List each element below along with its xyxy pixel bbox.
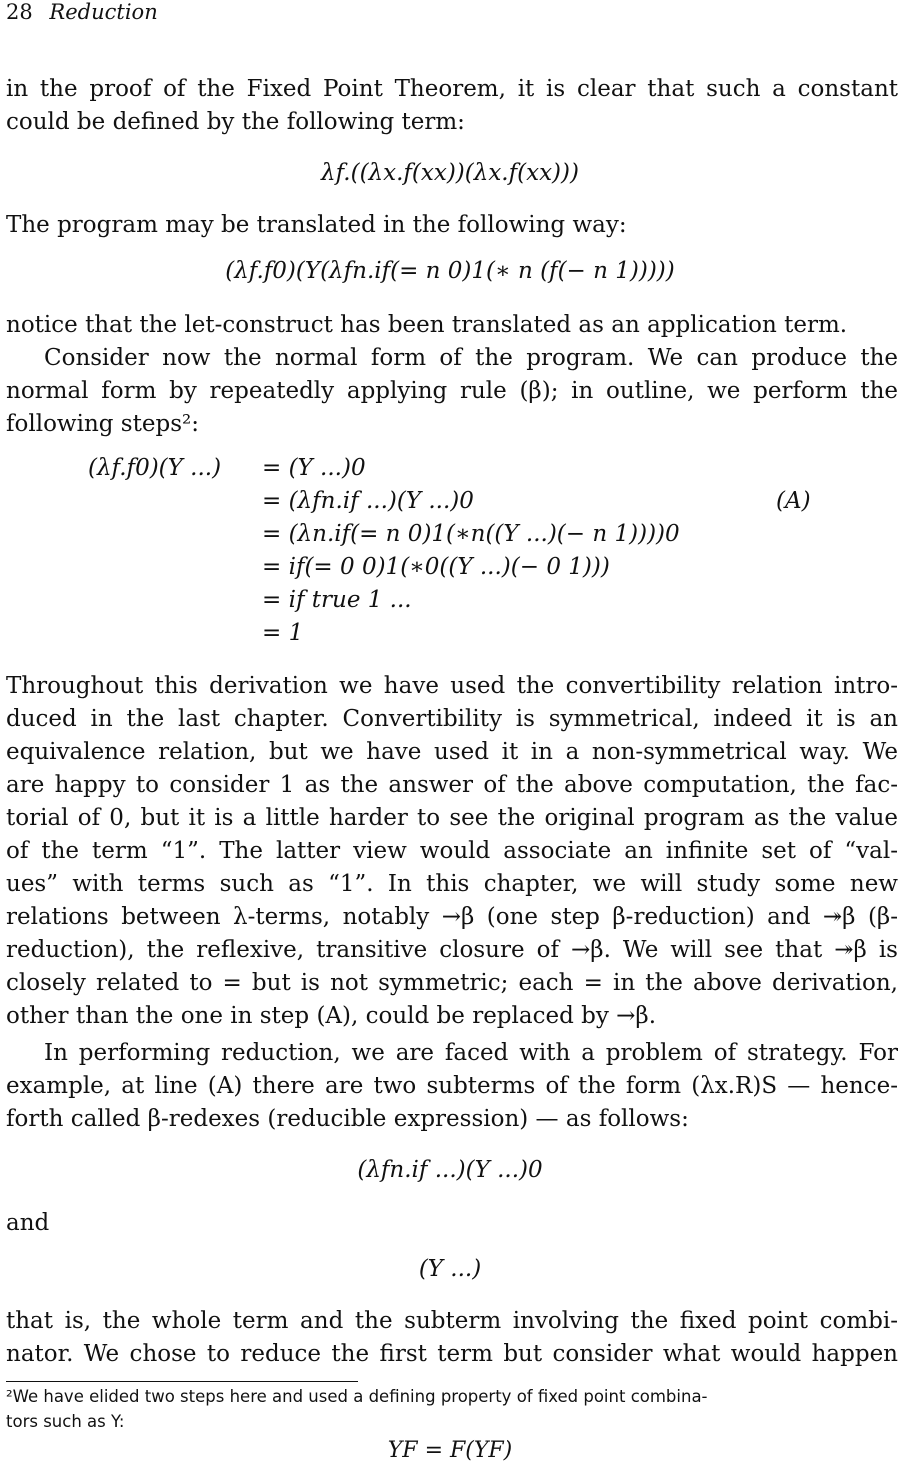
derivation-step: = if(= 0 0)1(∗0((Y ...)(− 0 1))) [262, 554, 610, 580]
text-line: Throughout this derivation we have used the convertibility relation intro- [6, 673, 898, 699]
text-line: example, at line (A) there are two subterms of the form (λx.R)S — hence- [6, 1073, 898, 1099]
text-line: nator. We chose to reduce the first term but consider what would happen [6, 1341, 898, 1367]
text-line: of the term “1”. The latter view would associate an infinite set of “val- [6, 838, 898, 864]
derivation-step-tag: (A) [776, 488, 811, 514]
text-line: notice that the let-construct has been translated as an application term. [6, 312, 848, 338]
text-line: other than the one in step (A), could be replaced by →β. [6, 1003, 657, 1029]
text-line: duced in the last chapter. Convertibility is symmetrical, indeed it is an [6, 706, 898, 732]
paragraph-6 [6, 1305, 898, 1371]
text-line: that is, the whole term and the subterm involving the fixed point combi- [6, 1308, 898, 1334]
text-line: and [6, 1210, 50, 1236]
footnote [6, 1384, 898, 1434]
text-line: In performing reduction, we are faced with a problem of strategy. For [44, 1040, 898, 1066]
display-formula-redex-2: (Y ...) [418, 1256, 482, 1282]
derivation-step: = (λfn.if ...)(Y ...)0 [262, 488, 474, 514]
display-formula-y-combinator: λf.((λx.f(xx))(λx.f(xx))) [321, 160, 579, 186]
footnote-formula: YF = F(YF) [387, 1438, 513, 1463]
paragraph-5 [6, 1037, 898, 1136]
text-line: torial of 0, but it is a little harder to see the original program as the value [6, 805, 898, 831]
footnote-rule [6, 1381, 358, 1382]
text-line: equivalence relation, but we have used it in a non-symmetrical way. We [6, 739, 898, 765]
and-line [6, 1207, 898, 1240]
display-formula-program: (λf.f0)(Y(λfn.if(= n 0)1(∗ n (f(− n 1))))) [225, 258, 675, 284]
text-line: reduction), the reflexive, transitive closure of →β. We will see that ↠β is [6, 937, 898, 963]
paragraph-4 [6, 670, 898, 1033]
paragraph-2 [6, 209, 898, 242]
running-title: Reduction [49, 0, 158, 24]
page-number: 28 [6, 0, 33, 24]
text-line: Consider now the normal form of the program. We can produce the [44, 345, 898, 371]
footnote-line: tors such as Y: [6, 1412, 125, 1431]
text-line: normal form by repeatedly applying rule (β); in outline, we perform the [6, 378, 898, 404]
derivation-step: = if true 1 ... [262, 587, 412, 613]
derivation-step: = (Y ...)0 [262, 455, 366, 481]
text-line: forth called β-redexes (reducible expression) — as follows: [6, 1106, 689, 1132]
text-line: in the proof of the Fixed Point Theorem, it is clear that such a constant [6, 76, 898, 102]
text-line: could be defined by the following term: [6, 109, 465, 135]
display-formula-redex-1: (λfn.if ...)(Y ...)0 [357, 1157, 543, 1183]
text-line: are happy to consider 1 as the answer of the above computation, the fac- [6, 772, 898, 798]
running-header [6, 0, 158, 24]
text-line: ues” with terms such as “1”. In this chapter, we will study some new [6, 871, 898, 897]
derivation-step: = 1 [262, 620, 304, 646]
text-line: following steps²: [6, 411, 199, 437]
derivation-lhs: (λf.f0)(Y ...) [88, 455, 222, 481]
footnote-line: ²We have elided two steps here and used a defining property of fixed point combina- [6, 1387, 708, 1406]
paragraph-3 [6, 309, 898, 441]
text-line: relations between λ-terms, notably →β (one step β-reduction) and ↠β (β- [6, 904, 898, 930]
derivation-step: = (λn.if(= n 0)1(∗n((Y ...)(− n 1))))0 [262, 521, 680, 547]
text-line: The program may be translated in the following way: [6, 212, 627, 238]
text-line: closely related to = but is not symmetric; each = in the above derivation, [6, 970, 898, 996]
paragraph-1 [6, 73, 898, 139]
